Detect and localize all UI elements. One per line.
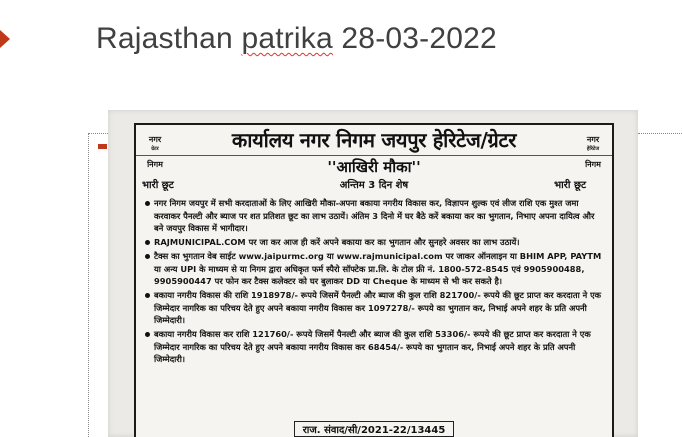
content-bullet-icon xyxy=(98,144,107,149)
logo-right-text: नगर निगम xyxy=(585,135,601,169)
notice-item: RAJMUNICIPAL.COM पर जा कर आज ही करें अपने बकाया कर का भुगतान और सुनहरे अवसर का लाभ उठायें। xyxy=(144,236,604,249)
municipal-logo-left-icon xyxy=(140,127,170,169)
notice-item: बकाया नगरीय विकास की राशि 1918978/- रूपये जिसमें पैनल्टी और ब्याज की कुल राशि 821700/- रूपये की छूट प्राप्त कर करदाता ने एक जिम्मेदार नागरिक का परिचय देते हुए अपने बकाया नगरीय विकास कर 1097278/- रूपये का भुगतान कर, निभाई अपने शहर के प्रति अपनी जिम्मेदारी। xyxy=(144,289,604,327)
logo-right-tag: हेरिटेज xyxy=(586,146,600,152)
notice-box xyxy=(134,123,614,437)
logo-left-tag: ग्रेटर xyxy=(151,146,159,152)
title-word-spellcheck: patrika xyxy=(241,22,333,55)
notice-item: बकाया नगरीय विकास कर राशि 121760/- रूपये जिसमें पैनल्टी और ब्याज की कुल राशि 53306/- रूपये की छूट प्राप्त कर करदाता ने एक जिम्मेदार नागरिक का परिचय देते हुए अपने बकाया नगरीय विकास कर 68454/- रूपये का भुगतान कर, निभाई अपने शहर के प्रति अपनी जिम्मेदारी। xyxy=(144,328,604,366)
placeholder-border-left xyxy=(88,133,89,437)
slide-arrow-icon xyxy=(0,30,10,48)
notice-item: नगर निगम जयपुर में सभी करदाताओं के लिए आखिरी मौका-अपना बकाया नगरीय विकास कर, विज्ञापन शुल्क एवं लीज राशि एक मुश्त जमा करवाकर पैनल्टी और ब्याज पर शत प्रतिशत छूट का लाभ उठायें। अंतिम 3 दिनो में घर बैठे करें बकाया कर का भुगतान, निभाए अपना दायित्व और बने जयपुर विकास में भागीदार। xyxy=(144,197,604,235)
placeholder-border-top-right xyxy=(638,133,682,134)
logo-left-text: नगर निगम xyxy=(147,135,163,169)
title-prefix: Rajasthan xyxy=(96,22,242,55)
slide-title[interactable] xyxy=(96,22,497,56)
title-suffix: 28-03-2022 xyxy=(332,22,497,55)
notice-heading: कार्यालय नगर निगम जयपुर हेरिटेज/ग्रेटर xyxy=(231,128,517,152)
notice-labels-row xyxy=(136,177,612,191)
municipal-logo-right-icon xyxy=(578,127,608,169)
notice-subheading: ''आखिरी मौका'' xyxy=(327,158,421,176)
notice-footer-code: राज. संवाद/सी/2021-22/13445 xyxy=(294,421,455,437)
center-label: अन्तिम 3 दिन शेष xyxy=(339,180,409,191)
left-label: भारी छूट xyxy=(142,180,174,191)
newspaper-clipping-image[interactable] xyxy=(108,110,638,437)
notice-item: टैक्स का भुगतान वेब साईट www.jaipurmc.org या www.rajmunicipal.com पर जाकर ऑनलाइन या BHIM APP, PAYTM या अन्य UPI के माध्यम से या निगम द्वारा अधिकृत फर्म स्पैरो सॉफ्टेक प्रा.लि. के टोल फ्री नं. 1800-572-8545 एवं 9905900488, 9905900447 पर फोन कर टैक्स कलेक्टर को घर बुलाकर DD या Cheque के माध्यम से भी कर सकते है। xyxy=(144,250,604,288)
notice-body xyxy=(144,197,604,366)
notice-footer xyxy=(136,418,612,437)
right-label: भारी छूट xyxy=(554,180,586,191)
